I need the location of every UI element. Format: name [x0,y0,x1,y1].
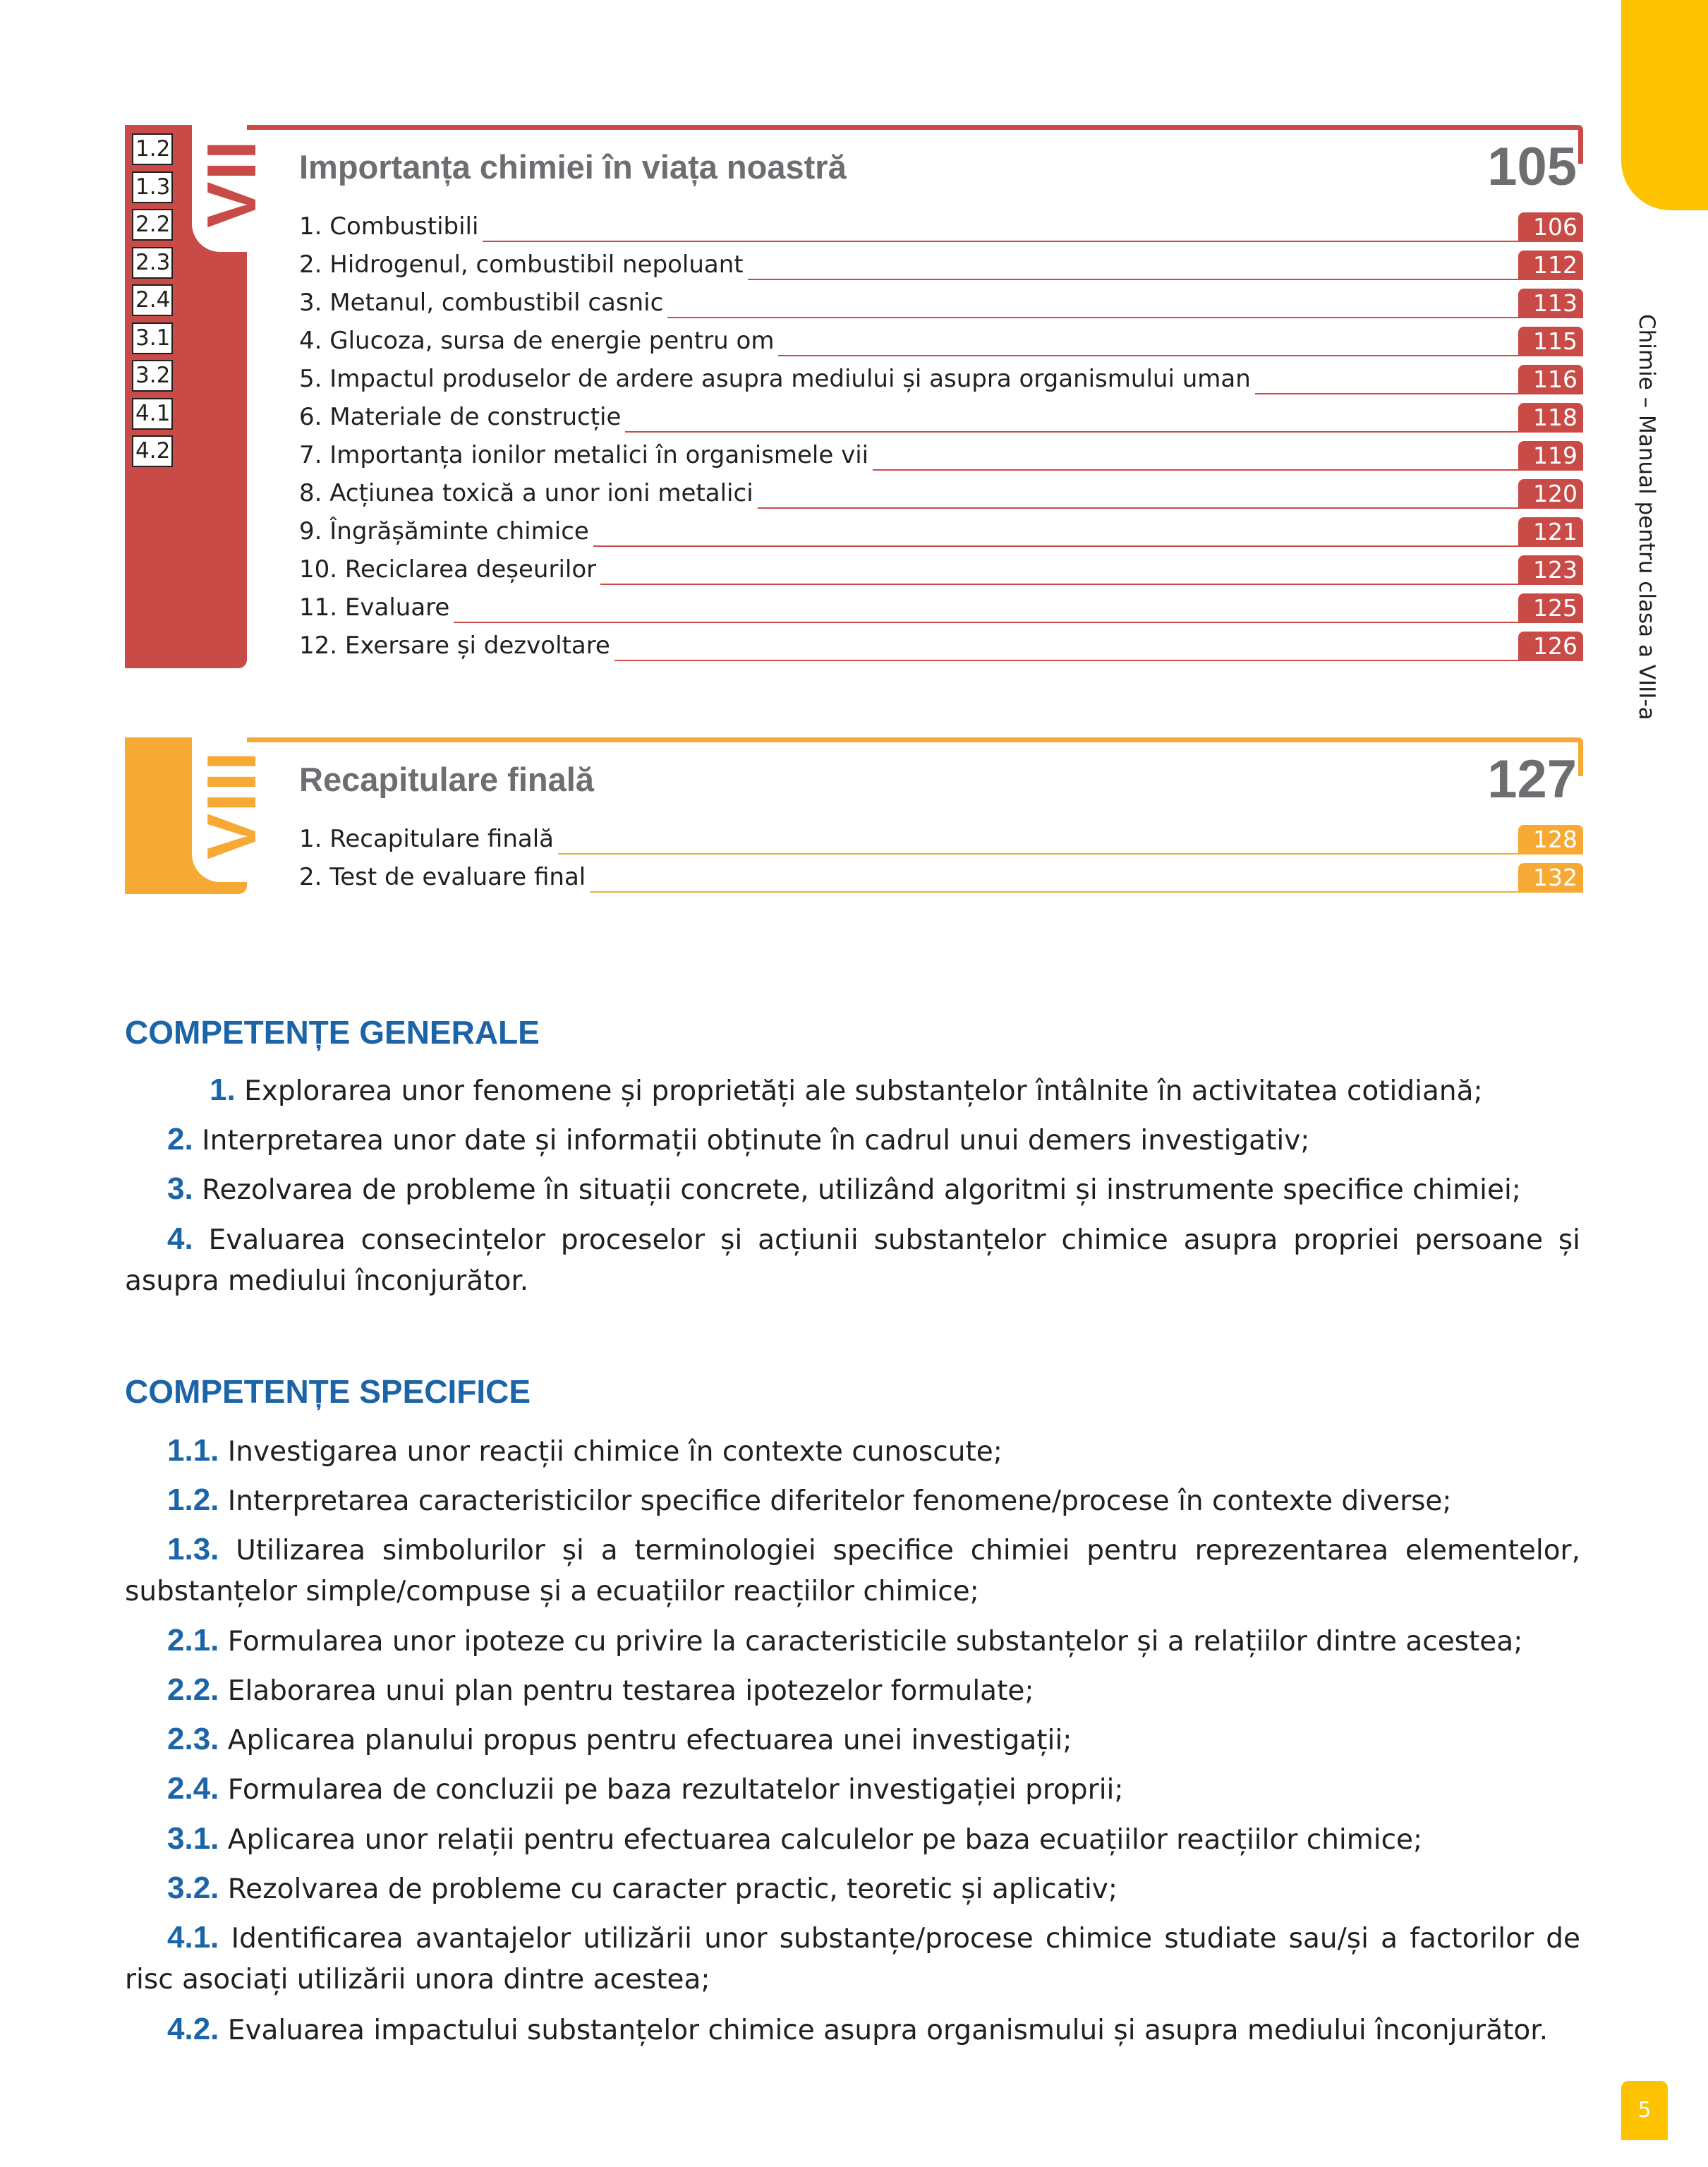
competence-number: 2. [167,1122,193,1157]
competence-number: 4.2. [167,2012,219,2046]
competence-number: 1. [210,1073,236,1107]
competence-text: Rezolvarea de probleme în situații concrete, utilizând algoritmi și instrumente specifice chimiei; [202,1174,1521,1206]
competence-number: 4. [167,1221,193,1256]
competence-text: Interpretarea caracteristicilor specifice diferitelor fenomene/procese în contexte diverse; [227,1485,1452,1517]
toc-page: 118 [1518,403,1583,433]
chapter-tab [1621,0,1708,210]
unit-viii [125,737,1583,894]
specific-competence [125,1480,1580,1522]
competence-number: 3.2. [167,1871,219,1905]
toc-label: 11. Evaluare [299,591,454,624]
specific-competence [125,1430,1580,1473]
page-number: 5 [1621,2081,1668,2140]
toc-row[interactable] [299,553,1583,591]
toc-page: 113 [1518,289,1583,318]
competence-text: Evaluarea consecințelor proceselor și acțiunii substanțelor chimice asupra propriei persoane și asupra mediului înconjurător. [125,1224,1580,1297]
competence-number: 2.2. [167,1672,219,1707]
toc-page: 112 [1518,250,1583,280]
toc-page: 120 [1518,479,1583,509]
toc-page: 121 [1518,517,1583,547]
unit-vii-page: 105 [1487,137,1577,197]
toc-label: 4. Glucoza, sursa de energie pentru om [299,325,778,357]
competence-list [132,133,173,473]
specific-competence [125,2009,1580,2051]
toc-page: 132 [1518,863,1583,893]
toc-label: 2. Hidrogenul, combustibil nepoluant [299,248,748,281]
toc-page: 126 [1518,632,1583,661]
competence-tag: 2.4 [132,284,173,316]
competence-tag: 2.3 [132,247,173,279]
specific-competence [125,1529,1580,1612]
competence-text: Formularea de concluzii pe baza rezultatelor investigației proprii; [227,1774,1124,1806]
toc-label: 10. Reciclarea deșeurilor [299,553,600,586]
general-competence [125,1119,1580,1161]
general-competence [125,1169,1580,1211]
specific-competence [125,1670,1580,1712]
toc-page: 123 [1518,555,1583,585]
unit-viii-top-rule [247,737,1581,742]
competence-number: 2.1. [167,1623,219,1658]
unit-viii-roman: VIII [193,750,270,860]
book-title-vertical: Chimie – Manual pentru clasa a VIII-a [1634,314,1659,720]
competence-text: Aplicarea unor relații pentru efectuarea calculelor pe baza ecuațiilor reacțiilor chimice; [227,1824,1423,1856]
toc-row[interactable] [299,325,1583,363]
toc-row[interactable] [299,286,1583,325]
unit-vii-top-rule [247,125,1581,130]
toc-label: 5. Impactul produselor de ardere asupra mediului și asupra organismului uman [299,363,1255,395]
specific-competence [125,1868,1580,1910]
unit-viii-corner [1578,737,1583,776]
toc-label: 9. Îngrășăminte chimice [299,515,593,548]
toc-row[interactable] [299,591,1583,629]
competence-number: 3. [167,1171,193,1206]
toc-label: 12. Exersare și dezvoltare [299,629,614,662]
toc-row[interactable] [299,861,1583,899]
specific-competence [125,1917,1580,2000]
competence-text: Aplicarea planului propus pentru efectuarea unei investigații; [227,1725,1072,1756]
specific-competence [125,1818,1580,1861]
competence-text: Rezolvarea de probleme cu caracter practic, teoretic și aplicativ; [227,1873,1118,1905]
toc-page: 106 [1518,212,1583,242]
competence-number: 2.3. [167,1722,219,1756]
general-competence [125,1070,1580,1112]
competence-number: 1.3. [167,1532,219,1567]
competence-text: Utilizarea simbolurilor și a terminologiei specifice chimiei pentru reprezentarea elementelor, substanțelor simple/compuse și a ecuațiilor reacțiilor chimice; [125,1535,1580,1607]
specific-competence [125,1719,1580,1761]
competence-text: Identificarea avantajelor utilizării unor substanțe/procese chimice studiate sau/și a factorilor de risc asociați utilizării unora dintre acestea; [125,1923,1580,1996]
general-competences-title: COMPETENȚE GENERALE [125,1014,540,1051]
toc-page: 128 [1518,825,1583,855]
unit-vii [125,125,1583,668]
competence-tag: 1.2 [132,133,173,165]
unit-viii-page: 127 [1487,749,1577,809]
toc-label: 3. Metanul, combustibil casnic [299,286,667,319]
toc-row[interactable] [299,439,1583,477]
unit-vii-corner [1578,125,1583,164]
toc-row[interactable] [299,515,1583,553]
toc-label: 1. Recapitulare finală [299,823,558,855]
competence-tag: 4.2 [132,435,173,467]
toc-row[interactable] [299,823,1583,861]
competence-text: Interpretarea unor date și informații obținute în cadrul unui demers investigativ; [202,1125,1310,1157]
unit-vii-roman: VII [193,139,270,228]
toc-page: 115 [1518,327,1583,356]
competence-tag: 3.1 [132,322,173,354]
competence-tag: 1.3 [132,171,173,203]
toc-label: 8. Acțiunea toxică a unor ioni metalici [299,477,758,509]
competence-number: 1.1. [167,1433,219,1468]
competence-tag: 4.1 [132,398,173,430]
toc-row[interactable] [299,477,1583,515]
competence-number: 1.2. [167,1483,219,1517]
competence-tag: 2.2 [132,209,173,241]
toc-row[interactable] [299,248,1583,286]
general-competence [125,1219,1580,1302]
competence-number: 3.1. [167,1821,219,1856]
toc-page: 119 [1518,441,1583,471]
toc-label: 7. Importanța ionilor metalici în organismele vii [299,439,873,471]
specific-competence [125,1620,1580,1662]
unit-viii-title: Recapitulare finală [299,761,594,798]
toc-label: 2. Test de evaluare final [299,861,590,893]
toc-label: 6. Materiale de construcție [299,401,625,433]
competence-text: Investigarea unor reacții chimice în contexte cunoscute; [227,1436,1003,1468]
toc-row[interactable] [299,629,1583,668]
toc-label: 1. Combustibili [299,210,483,243]
unit-vii-title: Importanța chimiei în viața noastră [299,148,847,186]
competence-number: 4.1. [167,1920,219,1955]
toc-page: 125 [1518,593,1583,623]
toc-row[interactable] [299,210,1583,248]
specific-competences-title: COMPETENȚE SPECIFICE [125,1373,531,1410]
competence-number: 2.4. [167,1771,219,1806]
competence-tag: 3.2 [132,360,173,392]
toc-row[interactable] [299,363,1583,401]
specific-competence [125,1768,1580,1811]
competence-text: Evaluarea impactului substanțelor chimice asupra organismului și asupra mediului înconjurător. [227,2015,1549,2046]
competence-text: Elaborarea unui plan pentru testarea ipotezelor formulate; [227,1675,1034,1707]
competence-text: Formularea unor ipoteze cu privire la caracteristicile substanțelor și a relațiilor dintre acestea; [227,1626,1523,1658]
competence-text: Explorarea unor fenomene și proprietăți ale substanțelor întâlnite în activitatea cotidiană; [244,1075,1483,1107]
toc-row[interactable] [299,401,1583,439]
toc-page: 116 [1518,365,1583,394]
